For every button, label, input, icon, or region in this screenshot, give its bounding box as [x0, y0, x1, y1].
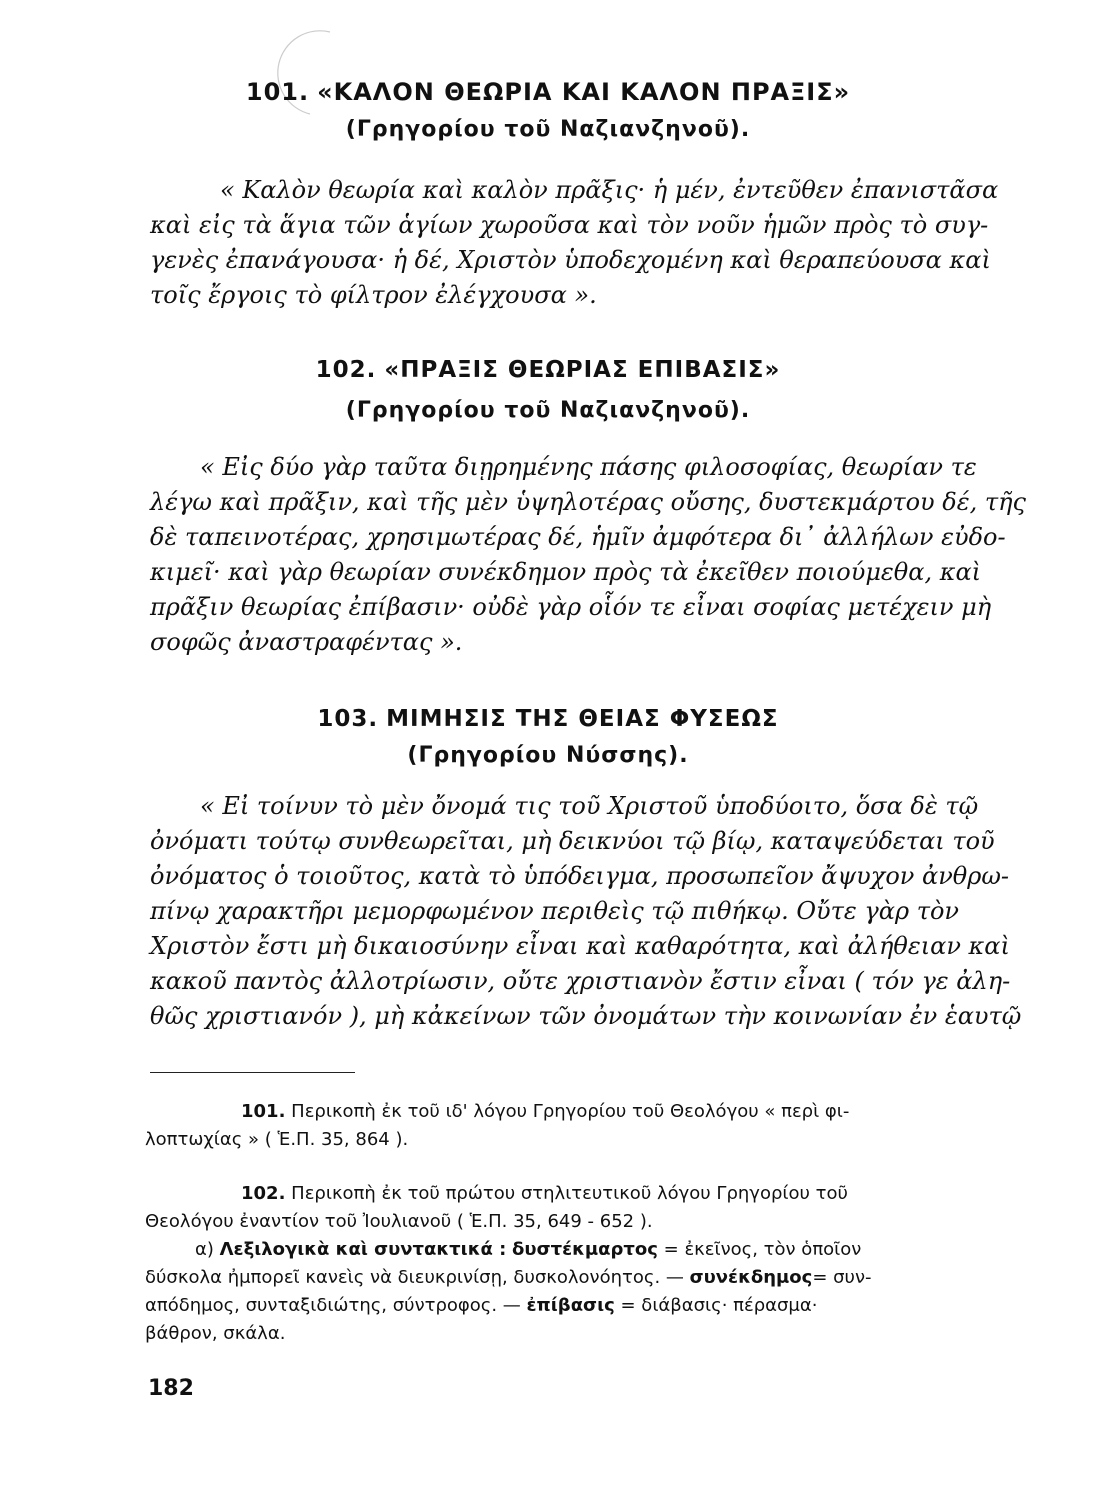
glossary-definition: = διάβασις· πέρασμα· [620, 1295, 818, 1316]
quote-line: γενὲς ἐπανάγουσα· ἡ δέ, Χριστὸν ὑποδεχομένη καὶ θεραπεύουσα καὶ [150, 246, 991, 274]
glossary-definition: απόδημος, συνταξιδιώτης, σύντροφος. — [145, 1295, 521, 1316]
quote-line: λέγω καὶ πρᾶξιν, καὶ τῆς μὲν ὑψηλοτέρας οὔσης, δυστεκμάρτου δέ, τῆς [150, 488, 1026, 516]
footnote-101-text: Περικοπὴ ἐκ τοῦ ιδ' λόγου Γρηγορίου τοῦ Θεολόγου « περὶ φι- [291, 1101, 850, 1122]
footnote-101 [145, 1098, 1005, 1154]
footnote-line [145, 1180, 1005, 1208]
footnote-line: Θεολόγου ἐναντίον τοῦ Ἰουλιανοῦ ( Ἑ.Π. 35, 649 - 652 ). [145, 1211, 653, 1232]
footnote-separator [150, 1072, 355, 1073]
section-102-title: «ΠΡΑΞΙΣ ΘΕΩΡΙΑΣ ΕΠΙΒΑΣΙΣ» [384, 357, 781, 383]
footnote-line: λοπτωχίας » ( Ἑ.Π. 35, 864 ). [145, 1129, 409, 1150]
quote-line: « Καλὸν θεωρία καὶ καλὸν πρᾶξις· ἡ μέν, ἐντεῦθεν ἐπανιστᾶσα [220, 176, 999, 204]
section-103-author: (Γρηγορίου Νύσσης). [407, 743, 689, 768]
footnote-102-text: Περικοπὴ ἐκ τοῦ πρώτου στηλιτευτικοῦ λόγου Γρηγορίου τοῦ [291, 1183, 848, 1204]
footnote-102 [145, 1180, 1005, 1348]
glossary-term: δυστέκμαρτος [512, 1239, 658, 1260]
section-103-heading [0, 706, 1096, 732]
note-label: α) [195, 1239, 214, 1260]
section-102-number: 102. [315, 357, 377, 383]
footnote-line [145, 1098, 1005, 1126]
footnote-line [145, 1292, 1005, 1320]
section-102-heading [0, 357, 1096, 383]
footnote-line [145, 1236, 1005, 1264]
quote-line: τοῖς ἔργοις τὸ φίλτρον ἐλέγχουσα ». [150, 281, 597, 309]
page-number: 182 [148, 1376, 194, 1401]
quote-line: ὀνόματος ὁ τοιοῦτος, κατὰ τὸ ὑπόδειγμα, προσωπεῖον ἄψυχον ἀνθρω- [150, 862, 1010, 890]
note-heading: Λεξιλογικὰ καὶ συντακτικά : [219, 1239, 507, 1260]
section-103-quote [150, 789, 1022, 1034]
glossary-definition: δύσκολα ἠμπορεῖ κανεὶς νὰ διευκρινίσῃ, δυσκολονόητος. — [145, 1267, 684, 1288]
section-101-author: (Γρηγορίου τοῦ Ναζιανζηνοῦ). [345, 117, 751, 142]
quote-line: πίνῳ χαρακτῆρι μεμορφωμένον περιθεὶς τῷ πιθήκῳ. Οὔτε γὰρ τὸν [150, 897, 960, 925]
footnote-line: βάθρον, σκάλα. [145, 1323, 286, 1344]
section-102-author: (Γρηγορίου τοῦ Ναζιανζηνοῦ). [345, 398, 751, 423]
section-101-number: 101. [245, 78, 310, 106]
quote-line: ὀνόματι τούτῳ συνθεωρεῖται, μὴ δεικνύοι τῷ βίῳ, καταψεύδεται τοῦ [150, 827, 995, 855]
footnote-102-number: 102. [241, 1183, 286, 1204]
quote-line: κιμεῖ· καὶ γὰρ θεωρίαν συνέκδημον πρὸς τὰ ἐκεῖθεν ποιούμεθα, καὶ [150, 558, 982, 586]
section-101-quote [150, 173, 1012, 313]
quote-line: καὶ εἰς τὰ ἅγια τῶν ἁγίων χωροῦσα καὶ τὸν νοῦν ἡμῶν πρὸς τὸ συγ- [150, 211, 989, 239]
glossary-term: συνέκδημος [689, 1267, 813, 1288]
footnote-101-number: 101. [241, 1101, 286, 1122]
footnote-line [145, 1264, 1005, 1292]
quote-line: Χριστὸν ἔστι μὴ δικαιοσύνην εἶναι καὶ καθαρότητα, καὶ ἀλήθειαν καὶ [150, 932, 1010, 960]
quote-line: « Εἰ τοίνυν τὸ μὲν ὄνομά τις τοῦ Χριστοῦ ὑποδύοιτο, ὅσα δὲ τῷ [200, 792, 979, 820]
glossary-term: ἐπίβασις [526, 1295, 615, 1316]
glossary-definition: = ἐκεῖνος, τὸν ὁποῖον [663, 1239, 862, 1260]
quote-line: δὲ ταπεινοτέρας, χρησιμωτέρας δέ, ἡμῖν ἀμφότερα δι᾿ ἀλλήλων εὐδο- [150, 523, 1006, 551]
quote-line: θῶς χριστιανόν ), μὴ κἀκείνων τῶν ὀνομάτων τὴν κοινωνίαν ἐν ἑαυτῷ [150, 1002, 1022, 1030]
quote-line: σοφῶς ἀναστραφέντας ». [150, 628, 463, 656]
section-101-title: «ΚΑΛΟΝ ΘΕΩΡΙΑ ΚΑΙ ΚΑΛΟΝ ΠΡΑΞΙΣ» [317, 78, 851, 106]
glossary-definition: = συν- [812, 1267, 872, 1288]
section-103-title: ΜΙΜΗΣΙΣ ΤΗΣ ΘΕΙΑΣ ΦΥΣΕΩΣ [386, 706, 779, 732]
quote-line: κακοῦ παντὸς ἀλλοτρίωσιν, οὔτε χριστιανὸν ἔστιν εἶναι ( τόν γε ἀλη- [150, 967, 1011, 995]
section-101-heading [0, 78, 1096, 106]
quote-line: « Εἰς δύο γὰρ ταῦτα διῃρημένης πάσης φιλοσοφίας, θεωρίαν τε [200, 453, 977, 481]
section-102-quote [150, 450, 1026, 660]
section-103-number: 103. [317, 706, 379, 732]
quote-line: πρᾶξιν θεωρίας ἐπίβασιν· οὐδὲ γὰρ οἷόν τε εἶναι σοφίας μετέχειν μὴ [150, 593, 992, 621]
